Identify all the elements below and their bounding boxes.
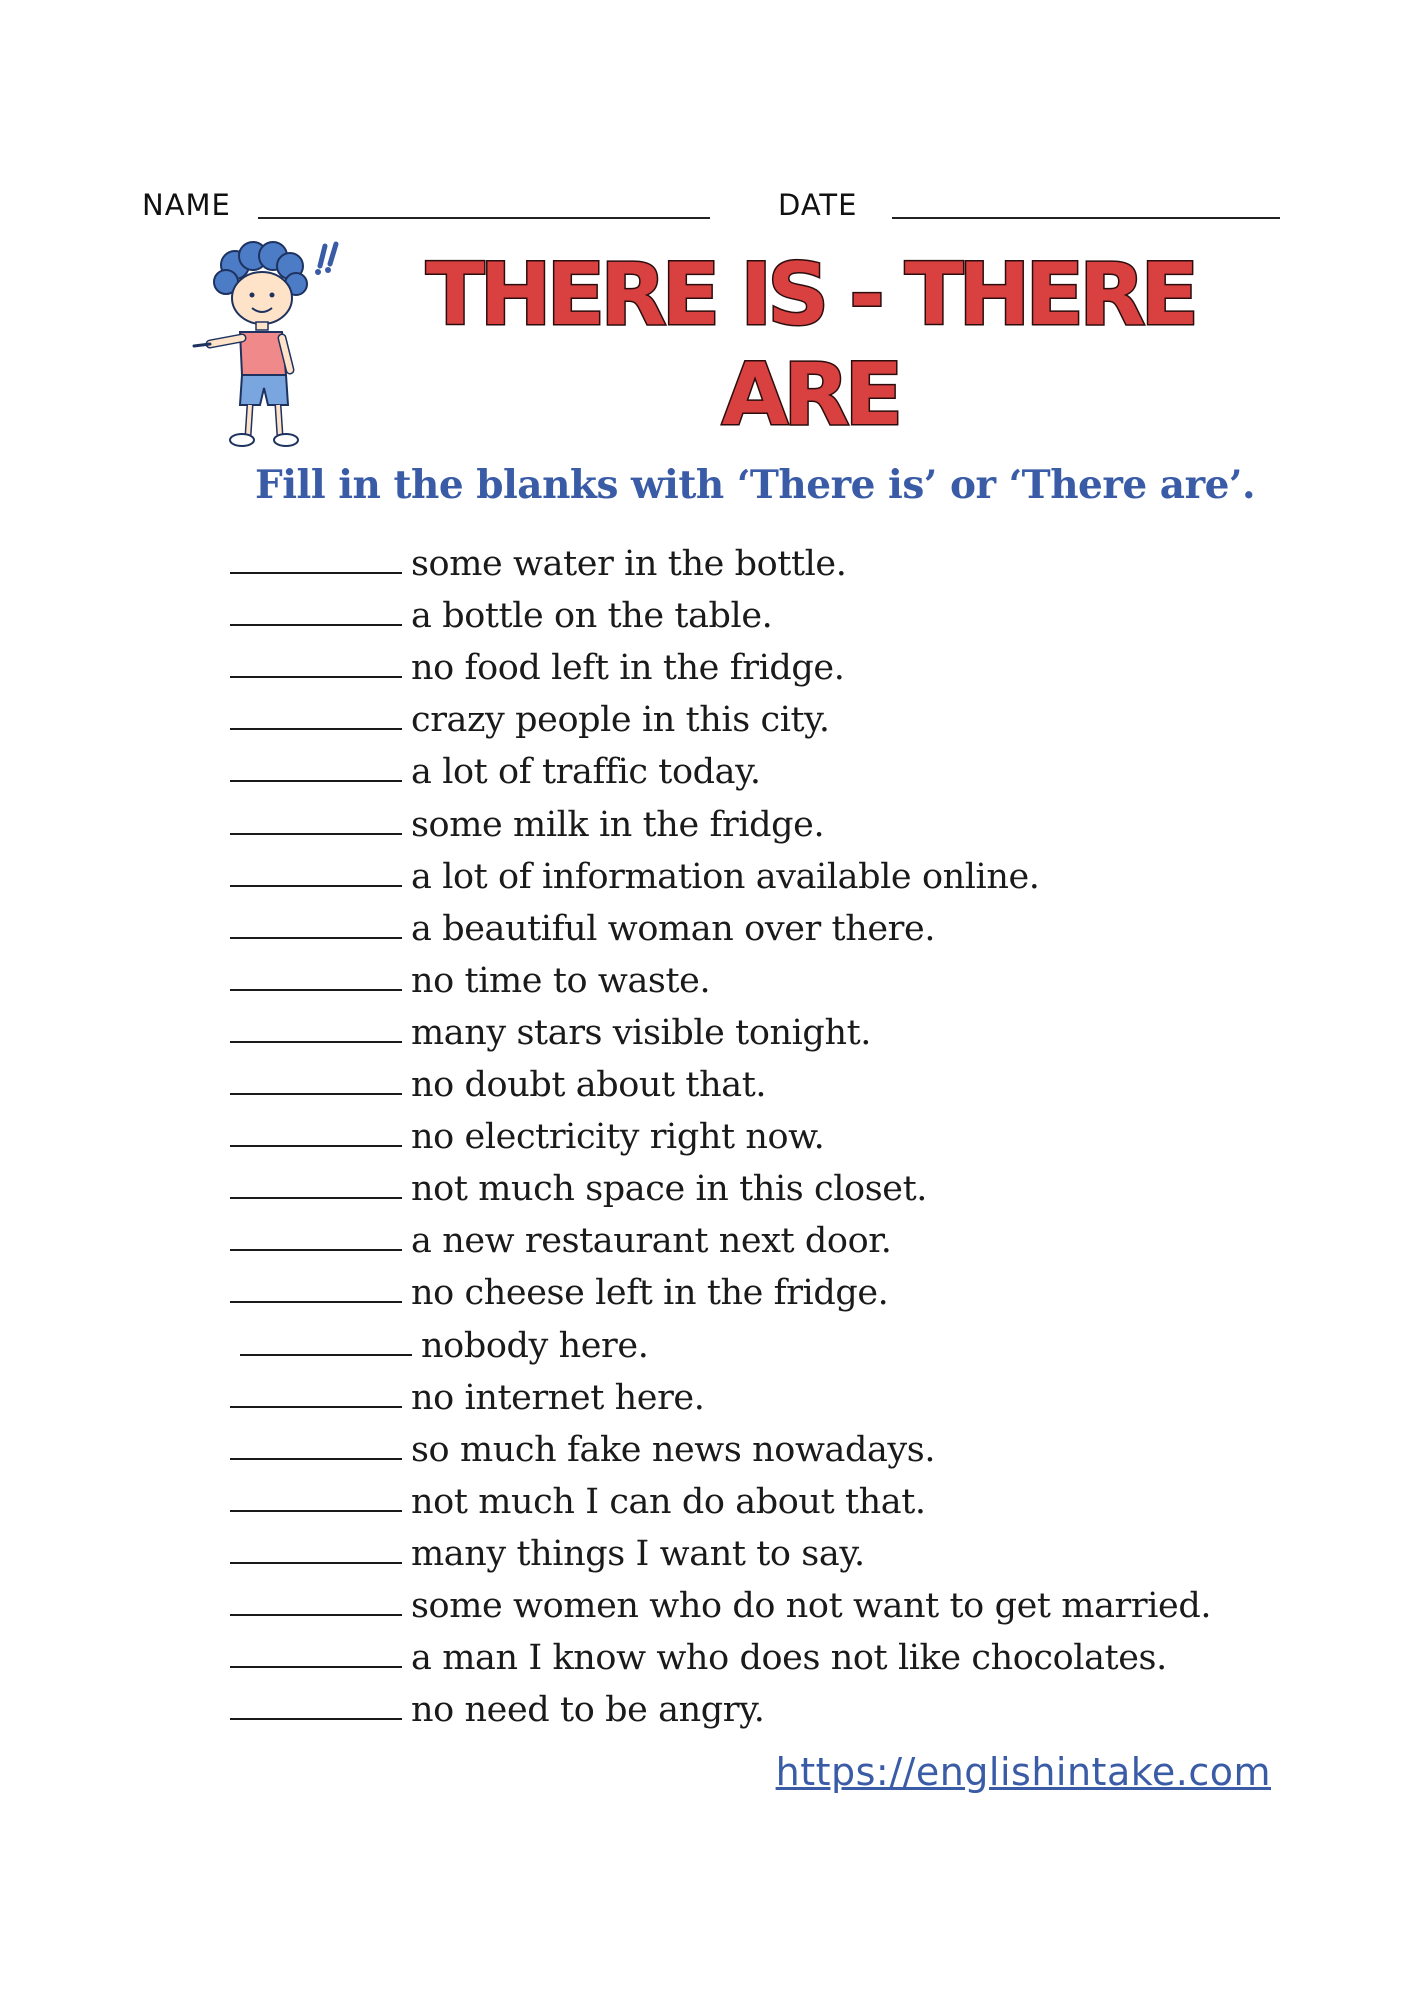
question-text: not much space in this closet. [411, 1169, 927, 1210]
question-text: a man I know who does not like chocolates. [411, 1638, 1167, 1679]
question-text: no internet here. [411, 1377, 705, 1418]
question-text: so much fake news nowadays. [411, 1429, 936, 1470]
answer-blank[interactable] [230, 1510, 402, 1512]
question-text: no food left in the fridge. [411, 648, 845, 689]
question-text: no time to waste. [411, 960, 711, 1001]
date-label: DATE [778, 188, 858, 222]
answer-blank[interactable] [230, 676, 402, 678]
answer-blank[interactable] [240, 1354, 412, 1356]
question-text: some milk in the fridge. [411, 804, 825, 845]
boy-pointing-icon [190, 240, 350, 450]
question-text: nobody here. [421, 1325, 649, 1366]
question-text: no electricity right now. [411, 1117, 825, 1158]
answer-blank[interactable] [230, 728, 402, 730]
answer-blank[interactable] [230, 1301, 402, 1303]
answer-blank[interactable] [230, 937, 402, 939]
answer-blank[interactable] [230, 1041, 402, 1043]
answer-blank[interactable] [230, 1718, 402, 1720]
question-text: some women who do not want to get married. [411, 1586, 1212, 1626]
answer-blank[interactable] [230, 1562, 402, 1564]
question-text: no need to be angry. [411, 1690, 765, 1731]
question-text: a lot of information available online. [411, 856, 1040, 897]
answer-blank[interactable] [230, 1458, 402, 1460]
answer-blank[interactable] [230, 572, 402, 574]
answer-blank[interactable] [230, 989, 402, 991]
answer-blank[interactable] [230, 1406, 402, 1408]
name-label: NAME [142, 188, 231, 222]
answer-blank[interactable] [230, 780, 402, 782]
question-text: some water in the bottle. [411, 544, 847, 584]
question-text: many stars visible tonight. [411, 1012, 871, 1053]
question-text: not much I can do about that. [411, 1481, 926, 1522]
question-text: a beautiful woman over there. [411, 908, 936, 949]
answer-blank[interactable] [230, 1614, 402, 1616]
worksheet-title-line-2: ARE [721, 345, 899, 445]
question-text: many things I want to say. [411, 1533, 865, 1574]
worksheet-title-line-1: THERE IS - THERE [425, 245, 1195, 345]
question-text: a lot of traffic today. [411, 752, 761, 793]
answer-blank[interactable] [230, 1093, 402, 1095]
website-link[interactable]: https://englishintake.com [775, 1750, 1271, 1794]
date-field[interactable] [892, 217, 1280, 219]
question-text: no cheese left in the fridge. [411, 1273, 889, 1314]
question-text: a bottle on the table. [411, 596, 773, 637]
name-field[interactable] [258, 217, 710, 219]
answer-blank[interactable] [230, 885, 402, 887]
answer-blank[interactable] [230, 1145, 402, 1147]
question-text: crazy people in this city. [411, 700, 830, 741]
answer-blank[interactable] [230, 833, 402, 835]
question-text: a new restaurant next door. [411, 1221, 892, 1262]
question-text: no doubt about that. [411, 1065, 767, 1105]
answer-blank[interactable] [230, 1197, 402, 1199]
instruction-text: Fill in the blanks with ‘There is’ or ‘There are’. [255, 462, 1256, 508]
answer-blank[interactable] [230, 1249, 402, 1251]
answer-blank[interactable] [230, 1666, 402, 1668]
answer-blank[interactable] [230, 624, 402, 626]
